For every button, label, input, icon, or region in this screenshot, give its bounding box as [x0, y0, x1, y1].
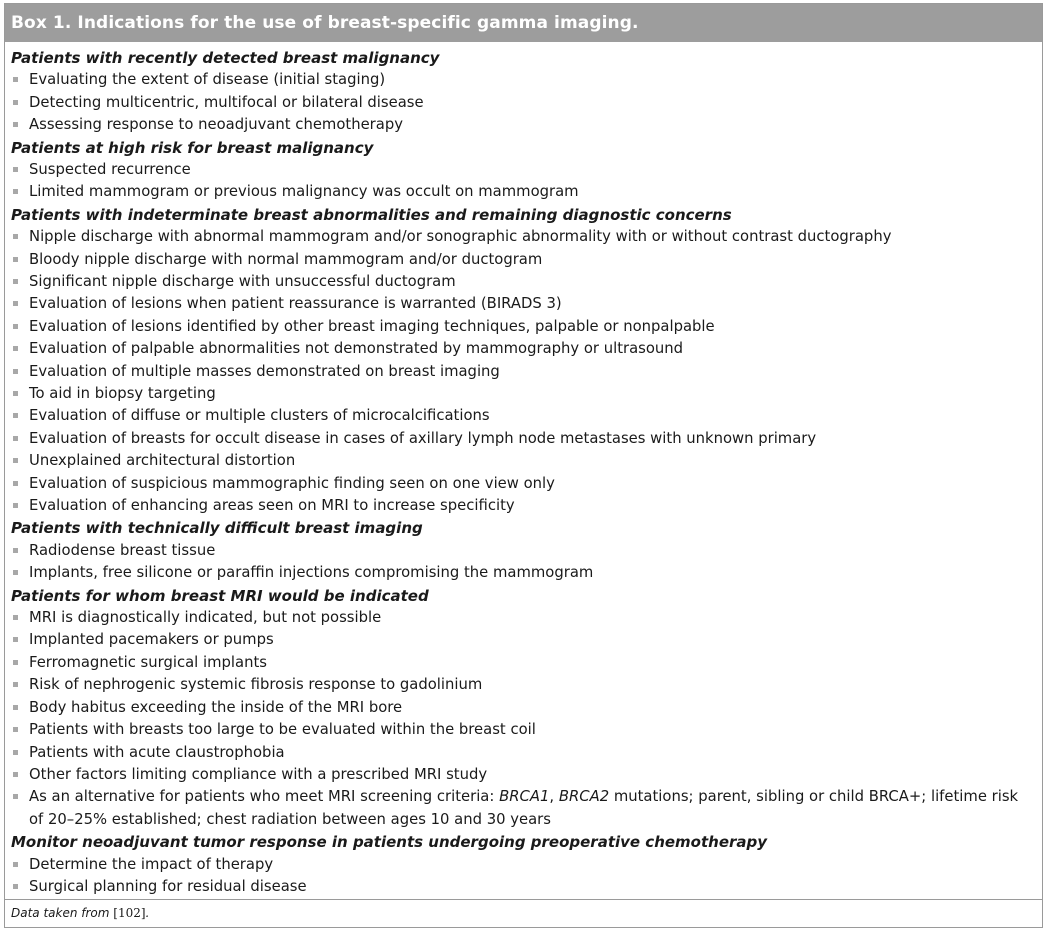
list-item: Assessing response to neoadjuvant chemotherapy	[11, 114, 1042, 136]
list-item: Evaluation of lesions identified by other breast imaging techniques, palpable or nonpalpable	[11, 316, 1042, 338]
bullet-icon	[13, 100, 18, 105]
section-technically-difficult	[11, 517, 1042, 584]
list-item: Patients with acute claustrophobia	[11, 742, 1042, 764]
bullet-icon	[13, 346, 18, 351]
bullet-icon	[13, 570, 18, 575]
section-high-risk	[11, 137, 1042, 204]
section-indeterminate-abnormalities	[11, 204, 1042, 518]
bullet-icon	[13, 750, 18, 755]
list-item: Evaluation of palpable abnormalities not demonstrated by mammography or ultrasound	[11, 338, 1042, 360]
bullet-icon	[13, 369, 18, 374]
indications-box	[4, 3, 1043, 928]
bullet-icon	[13, 615, 18, 620]
bullet-icon	[13, 301, 18, 306]
bullet-icon	[13, 637, 18, 642]
list-item: Unexplained architectural distortion	[11, 450, 1042, 472]
list-item: Limited mammogram or previous malignancy was occult on mammogram	[11, 181, 1042, 203]
list-item: Radiodense breast tissue	[11, 540, 1042, 562]
bullet-icon	[13, 705, 18, 710]
section-mri-indicated	[11, 585, 1042, 831]
list-item: MRI is diagnostically indicated, but not possible	[11, 607, 1042, 629]
list-item: Evaluation of multiple masses demonstrated on breast imaging	[11, 361, 1042, 383]
list-item: Evaluation of suspicious mammographic finding seen on one view only	[11, 473, 1042, 495]
section-title: Patients with indeterminate breast abnormalities and remaining diagnostic concerns	[11, 205, 732, 224]
bullet-icon	[13, 279, 18, 284]
list-item: Evaluation of enhancing areas seen on MRI to increase specificity	[11, 495, 1042, 517]
bullet-icon	[13, 727, 18, 732]
box-footer: Data taken from [102].	[5, 899, 1042, 927]
list-item: Bloody nipple discharge with normal mammogram and/or ductogram	[11, 249, 1042, 271]
bullet-icon	[13, 257, 18, 262]
list-item: Nipple discharge with abnormal mammogram and/or sonographic abnormality with or without contrast ductography	[11, 226, 1042, 248]
list-item: Other factors limiting compliance with a prescribed MRI study	[11, 764, 1042, 786]
list-item: Suspected recurrence	[11, 159, 1042, 181]
bullet-icon	[13, 413, 18, 418]
list-item: Significant nipple discharge with unsuccessful ductogram	[11, 271, 1042, 293]
bullet-icon	[13, 772, 18, 777]
bullet-icon	[13, 794, 18, 799]
list-item: Evaluation of lesions when patient reassurance is warranted (BIRADS 3)	[11, 293, 1042, 315]
bullet-icon	[13, 682, 18, 687]
bullet-icon	[13, 481, 18, 486]
section-title: Patients with technically difficult breast imaging	[11, 519, 423, 538]
bullet-icon	[13, 391, 18, 396]
section-title: Patients for whom breast MRI would be indicated	[11, 586, 429, 605]
bullet-icon	[13, 324, 18, 329]
bullet-icon	[13, 503, 18, 508]
section-recent-malignancy	[11, 47, 1042, 137]
section-neoadjuvant-monitoring	[11, 831, 1042, 898]
bullet-icon	[13, 122, 18, 127]
list-item: Determine the impact of therapy	[11, 854, 1042, 876]
box-title: Box 1. Indications for the use of breast-specific gamma imaging.	[5, 4, 1042, 42]
list-item: Detecting multicentric, multifocal or bilateral disease	[11, 92, 1042, 114]
list-item: Evaluating the extent of disease (initial staging)	[11, 69, 1042, 91]
list-item: Body habitus exceeding the inside of the MRI bore	[11, 697, 1042, 719]
list-item: Evaluation of diffuse or multiple clusters of microcalcifications	[11, 405, 1042, 427]
section-title: Patients with recently detected breast malignancy	[11, 49, 440, 67]
bullet-icon	[13, 77, 18, 82]
bullet-icon	[13, 234, 18, 239]
bullet-icon	[13, 436, 18, 441]
list-item: Surgical planning for residual disease	[11, 876, 1042, 898]
bullet-icon	[13, 167, 18, 172]
list-item-screening-alternative: As an alternative for patients who meet MRI screening criteria: BRCA1, BRCA2 mutations; parent, sibling or child BRCA+; lifetime risk of 20–25% established; chest radiation between ages 10 and 30 years	[11, 786, 1042, 831]
list-item: Ferromagnetic surgical implants	[11, 652, 1042, 674]
bullet-icon	[13, 660, 18, 665]
bullet-icon	[13, 189, 18, 194]
footer-reference[interactable]: [102]	[113, 906, 146, 920]
list-item: Evaluation of breasts for occult disease in cases of axillary lymph node metastases with unknown primary	[11, 428, 1042, 450]
list-item: Implants, free silicone or paraffin injections compromising the mammogram	[11, 562, 1042, 584]
section-title: Patients at high risk for breast malignancy	[11, 138, 374, 157]
section-title: Monitor neoadjuvant tumor response in patients undergoing preoperative chemotherapy	[11, 833, 768, 852]
box-content	[5, 42, 1042, 898]
bullet-icon	[13, 884, 18, 889]
list-item: To aid in biopsy targeting	[11, 383, 1042, 405]
bullet-icon	[13, 862, 18, 867]
footer-text: Data taken from	[11, 906, 114, 920]
list-item: Risk of nephrogenic systemic fibrosis response to gadolinium	[11, 674, 1042, 696]
bullet-icon	[13, 548, 18, 553]
bullet-icon	[13, 458, 18, 463]
list-item: Implanted pacemakers or pumps	[11, 629, 1042, 651]
list-item: Patients with breasts too large to be evaluated within the breast coil	[11, 719, 1042, 741]
